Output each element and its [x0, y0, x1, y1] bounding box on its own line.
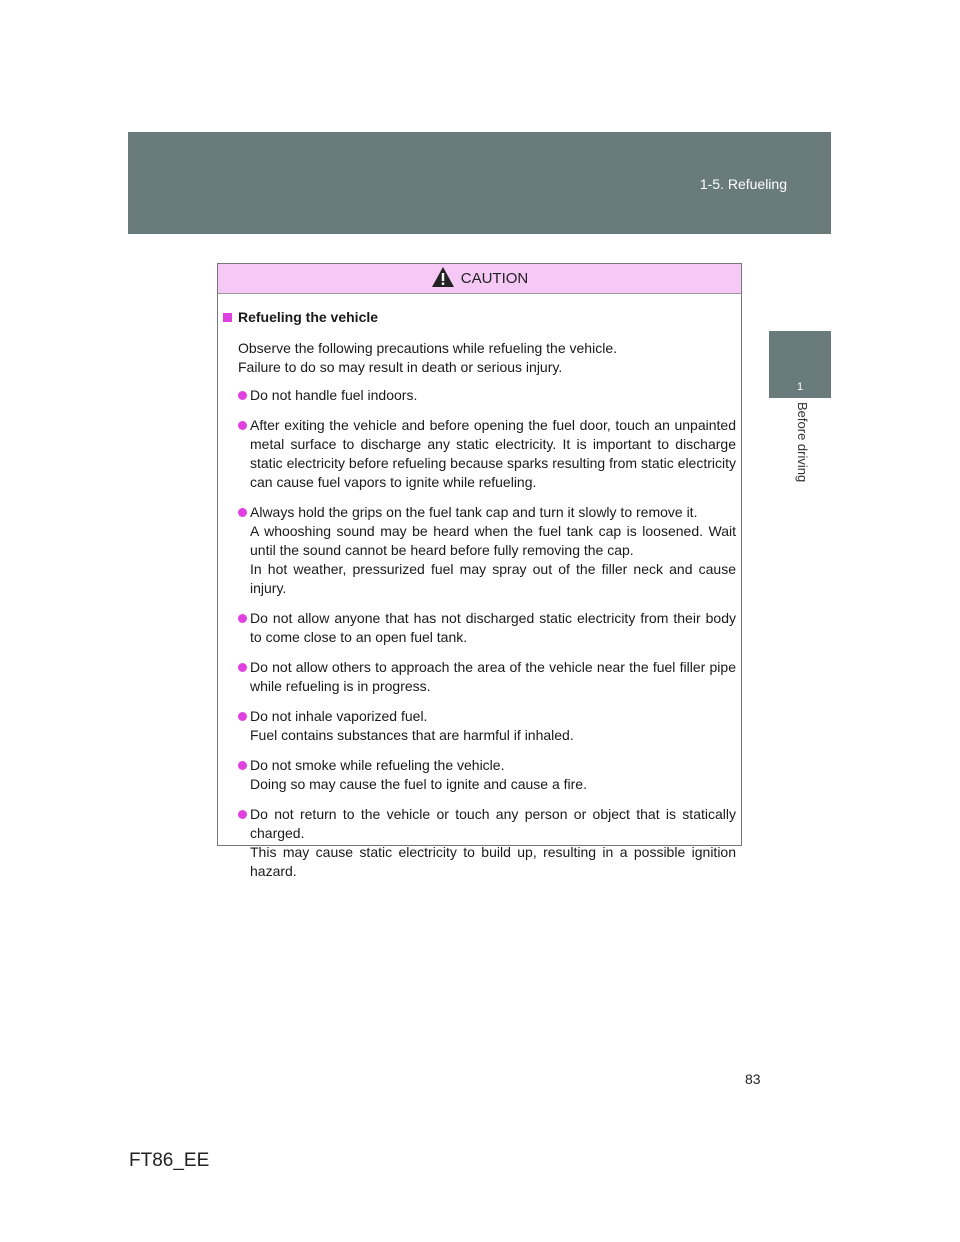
bullet-dot-icon: [238, 614, 247, 623]
list-item: [223, 503, 736, 598]
caution-header: [218, 264, 741, 294]
item-text: Do not inhale vaporized fuel.: [250, 708, 428, 724]
item-text: After exiting the vehicle and before opening the fuel door, touch an unpainted metal surface to discharge any static electricity. It is important to discharge static electricity before refueling because sparks resulting from static electricity can cause fuel vapors to ignite while refueling.: [250, 417, 736, 490]
precaution-list: [223, 386, 736, 881]
page-number: 83: [745, 1071, 761, 1087]
item-text: Do not allow anyone that has not discharged static electricity from their body to come close to an open fuel tank.: [250, 610, 736, 645]
list-item: [223, 416, 736, 492]
bullet-dot-icon: [238, 810, 247, 819]
item-text: This may cause static electricity to build up, resulting in a possible ignition hazard.: [250, 844, 736, 879]
item-text: In hot weather, pressurized fuel may spray out of the filler neck and cause injury.: [250, 561, 736, 596]
square-bullet-icon: [223, 313, 232, 322]
section-title: 1-5. Refueling: [699, 176, 787, 192]
intro-line: Observe the following precautions while refueling the vehicle.: [238, 340, 617, 356]
caution-section-heading: [223, 308, 736, 327]
list-item: [223, 609, 736, 647]
footer-code: FT86_EE: [129, 1150, 210, 1171]
chapter-label: Before driving: [795, 402, 810, 483]
item-text: A whooshing sound may be heard when the fuel tank cap is loosened. Wait until the sound cannot be heard before fully removing the cap.: [250, 523, 736, 558]
bullet-dot-icon: [238, 508, 247, 517]
caution-title: CAUTION: [460, 270, 529, 287]
list-item: [223, 805, 736, 881]
caution-box: [217, 263, 742, 879]
warning-icon: [431, 266, 455, 288]
item-text: Always hold the grips on the fuel tank cap and turn it slowly to remove it.: [250, 504, 698, 520]
item-text: Do not smoke while refueling the vehicle.: [250, 757, 505, 773]
list-item: [223, 386, 736, 405]
list-item: [223, 707, 736, 745]
chapter-number: 1: [796, 381, 804, 393]
bullet-dot-icon: [238, 421, 247, 430]
bullet-dot-icon: [238, 712, 247, 721]
item-text: Doing so may cause the fuel to ignite and cause a fire.: [250, 776, 587, 792]
caution-section-title: Refueling the vehicle: [238, 309, 379, 325]
header-band: [128, 132, 831, 234]
list-item: [223, 756, 736, 794]
bullet-dot-icon: [238, 391, 247, 400]
item-text: Do not handle fuel indoors.: [250, 387, 418, 403]
intro-line: Failure to do so may result in death or serious injury.: [238, 359, 563, 375]
list-item: [223, 658, 736, 696]
chapter-tab: [769, 331, 831, 398]
bullet-dot-icon: [238, 663, 247, 672]
item-text: Do not return to the vehicle or touch any person or object that is statically charged.: [250, 806, 736, 841]
caution-body: [218, 294, 741, 881]
caution-intro: [223, 339, 736, 377]
item-text: Do not allow others to approach the area of the vehicle near the fuel filler pipe while refueling is in progress.: [250, 659, 736, 694]
bullet-dot-icon: [238, 761, 247, 770]
item-text: Fuel contains substances that are harmful if inhaled.: [250, 727, 574, 743]
